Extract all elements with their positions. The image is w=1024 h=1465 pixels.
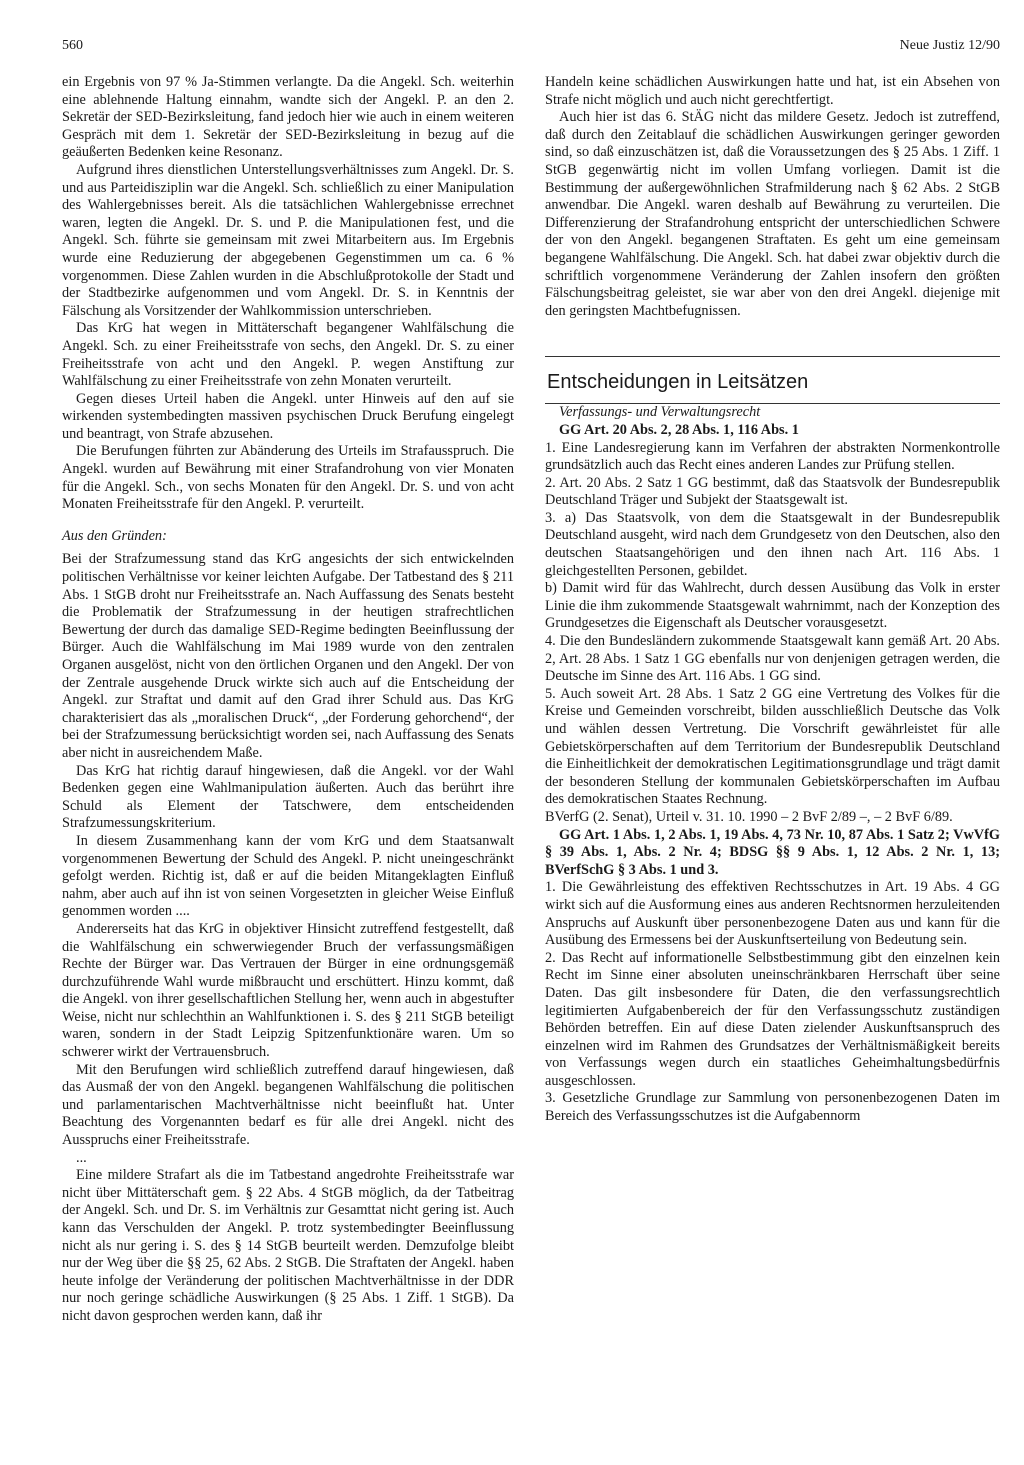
ellipsis: ...	[76, 1149, 87, 1166]
headnote: 1. Eine Landesregierung kann im Verfahren der abstrakten Normenkontrolle grundsätzlich auch das Recht eines anderen Landes zur Prüfung stellen.	[545, 439, 1000, 474]
law-reference: GG Art. 1 Abs. 1, 2 Abs. 1, 19 Abs. 4, 73 Nr. 10, 87 Abs. 1 Satz 2; VwVfG § 39 Abs. 1, Abs. 2 Nr. 4; BDSG §§ 9 Abs. 1, 12 Abs. 2 Nr. 1, 13; BVerfSchG § 3 Abs. 1 und 3.	[545, 826, 1000, 878]
paragraph: In diesem Zusammenhang kann der vom KrG und dem Staatsanwalt vorgenommenen Bewertung der Schuld des Angekl. P. nicht uneingeschränkt gefolgt werden. Richtig ist, daß er auf die beiden Mitangeklagten Einfluß nahm, aber auch auf ihn ist von seinen Vorgesetzten in gleicher Weise Einfluß genommen worden ....	[62, 832, 514, 920]
paragraph: Handeln keine schädlichen Auswirkungen hatte und hat, ist ein Absehen von Strafe nicht möglich und auch nicht gerechtfertigt.	[545, 74, 1000, 108]
paragraph: Die Berufungen führten zur Abänderung des Urteils im Strafausspruch. Die Angekl. wurden auf Bewährung mit einer Strafandrohung von vier Monaten für die Angekl. Sch., von sechs Monaten für den Angekl. Dr. S. und von acht Monaten Freiheitsstrafe für den Angekl. P. verurteilt.	[62, 443, 514, 513]
journal-issue: Neue Justiz 12/90	[899, 38, 1000, 53]
headnote: 2. Art. 20 Abs. 2 Satz 1 GG bestimmt, daß das Staatsvolk der Bundesrepublik Deutschland Träger und Subjekt der Staatsgewalt ist.	[545, 474, 1000, 509]
headnote: 5. Auch soweit Art. 28 Abs. 1 Satz 2 GG eine Vertretung des Volkes für die Kreise und Gemeinden vorschreibt, bilden ausschließlich Deutsche das Volk und wählen dessen Vertretung. Die Vorschrift gewährleistet für alle Gebietskörperschaften auf dem Territorium der Bundesrepublik Deutschland die Einheitlichkeit der demokratischen Legitimationsgrundlage und trägt damit der besonderen Stellung der kommunalen Gebietskörperschaften im Aufbau des demokratischen Staates Rechnung.	[545, 685, 1000, 808]
paragraph: Auch hier ist das 6. StÄG nicht das mildere Gesetz. Jedoch ist zutreffend, daß durch den Zeitablauf die schädlichen Auswirkungen geringer geworden sind, so daß einzuschätzen ist, daß die Voraussetzungen des § 25 Abs. 1 Ziff. 1 StGB gegenwärtig nicht im vollen Umfang vorliegen. Damit ist die Bestimmung der außergewöhnlichen Strafmilderung nach § 62 Abs. 2 StGB anwendbar. Die Angekl. waren deshalb auf Bewährung zu verurteilen. Die Differenzierung der Strafandrohung entspricht der unterschiedlichen Schwere der von den Angekl. begangenen Straftaten. Es geht um eine gemeinsam begangene Wahlfälschung. Die Angekl. Sch. hat dabei zwar objektiv durch die schriftlich vorgenommene Veränderung der Zahlen insofern den größten Fälschungsbeitrag geleistet, sie war aber von den drei Angekl. diejenige mit den geringsten Machtbefugnissen.	[545, 109, 1000, 319]
section-title: Entscheidungen in Leitsätzen	[545, 356, 1000, 404]
citation: BVerfG (2. Senat), Urteil v. 31. 10. 1990 – 2 BvF 2/89 –, – 2 BvF 6/89.	[545, 808, 953, 825]
paragraph: Gegen dieses Urteil haben die Angekl. unter Hinweis auf den auf sie wirkenden systembedingten massiven psychischen Druck Berufung eingelegt und beantragt, von Strafe abzusehen.	[62, 390, 514, 442]
paragraph: Bei der Strafzumessung stand das KrG angesichts der sich entwickelnden politischen Verhältnisse vor keiner leichten Aufgabe. Der Tatbestand des § 211 Abs. 1 StGB droht nur Freiheitsstrafe an. Nach Auffassung des Senats besteht die Problematik der Strafzumessung in der heutigen strafrechtlichen Bewertung der durch das damalige SED-Regime bedingten Beeinflussung der Bürger. Auch die Wahlfälschung im Mai 1989 wurde von den zentralen Organen ausgelöst, nicht von den örtlichen Organen und den Angekl. Der von der Zentrale ausgehende Druck wirkte sich auch auf die Entscheidung der Angekl. zur Straftat und damit auf den Grad ihrer Schuld aus. Das KrG charakterisiert das als „moralischen Druck“, „der Forderung gehorchend“, der bei der Strafzumessung berücksichtigt worden sei, nach Auffassung des Senats aber nicht in ausreichendem Maße.	[62, 551, 514, 761]
paragraph: Das KrG hat richtig darauf hingewiesen, daß die Angekl. vor der Wahl Bedenken gegen eine Wahlmanipulation äußerten. Auch das berührt ihre Schuld als Element der Tatschwere, dem entscheidenden Strafzumessungskriterium.	[62, 762, 514, 832]
headnote: b) Damit wird für das Wahlrecht, durch dessen Ausübung das Volk in erster Linie die ihm zukommende Staatsgewalt wahrnimmt, nach der Konzeption des Grundgesetzes die Eigenschaft als Deutscher vorausgesetzt.	[545, 580, 1000, 632]
headnote: 3. Gesetzliche Grundlage zur Sammlung von personenbezogenen Daten im Bereich des Verfassungsschutzes ist die Aufgabennorm	[545, 1090, 1000, 1125]
paragraph: Andererseits hat das KrG in objektiver Hinsicht zutreffend festgestellt, daß die Wahlfälschung ein schwerwiegender Bruch der verfassungsmäßigen Rechte der Bürger war. Das Vertrauen der Bürger in eine ordnungsgemäß durchzuführende Wahl wurde mißbraucht und erschüttert. Hinzu kommt, daß die Angekl. von ihrer gesellschaftlichen Stellung her, wenn auch in abgestufter Weise, nicht nur schlechthin an Wahlfunktionen i. S. des § 211 StGB beteiligt waren, sondern in der Stadt Leipzig Spitzenfunktionäre waren. Um so schwerer wirkt der Vertrauensbruch.	[62, 920, 514, 1061]
paragraph: Eine mildere Strafart als die im Tatbestand angedrohte Freiheitsstrafe war nicht über Mittäterschaft gem. § 22 Abs. 4 StGB möglich, da der Tatbeitrag der Angekl. Sch. und Dr. S. im Verhältnis zur Gesamttat nicht gering ist. Auch kann das Verschulden der Angekl. P. trotz systembedingter Beeinflussung nicht als nur gering i. S. des § 14 StGB beurteilt werden. Demzufolge bleibt nur der Weg über die §§ 25, 62 Abs. 2 StGB. Die Straftaten der Angekl. haben heute infolge der Veränderung der politischen Machtverhältnisse in der DDR nur noch geringe schädliche Auswirkungen (§ 25 Abs. 1 Ziff. 1 StGB). Da nicht davon gesprochen werden kann, daß ihr	[62, 1167, 514, 1324]
paragraph: Das KrG hat wegen in Mittäterschaft begangener Wahlfälschung die Angekl. Sch. zu einer Freiheitsstrafe von sechs, den Angekl. Dr. S. zu einer Freiheitsstrafe von acht und den Angekl. P. wegen Anstiftung zur Wahlfälschung zu einer Freiheitsstrafe von zehn Monaten verurteilt.	[62, 320, 514, 390]
headnote: 3. a) Das Staatsvolk, von dem die Staatsgewalt in der Bundesrepublik Deutschland ausgeht, wird nach dem Grundgesetz von den Deutschen, also den deutschen Staatsangehörigen und den ihnen nach Art. 116 Abs. 1 gleichgestellten Personen, gebildet.	[545, 509, 1000, 579]
headnote: 4. Die den Bundesländern zukommende Staatsgewalt kann gemäß Art. 20 Abs. 2, Art. 28 Abs. 1 Satz 1 GG ebenfalls nur von denjenigen getragen werden, die Deutsche im Sinne des Art. 116 Abs. 1 GG sind.	[545, 633, 1000, 685]
right-column	[545, 74, 1000, 1126]
paragraph: ein Ergebnis von 97 % Ja-Stimmen verlangte. Da die Angekl. Sch. weiterhin eine ablehnende Haltung einnahm, wandte sich der Angekl. P. an den 2. Sekretär der SED-Bezirksleitung, fand jedoch hier wie auch in einem weiteren Gespräch mit dem 1. Sekretär der SED-Bezirksleitung in bezug auf die geäußerten Bedenken keine Resonanz.	[62, 74, 514, 161]
paragraph: Aufgrund ihres dienstlichen Unterstellungsverhältnisses zum Angekl. Dr. S. und aus Parteidisziplin war die Angekl. Sch. schließlich zu einer Manipulation des Wahlergebnisses bereit. Als die tatsächlichen Wahlergebnisse errechnet waren, legten die Angekl. Dr. S. und P. die Manipulationen fest, und die Angekl. Sch. führte sie gemeinsam mit zwei Mitarbeitern aus. Im Ergebnis wurde eine Reduzierung der abgegebenen Gegenstimmen um ca. 6 % vorgenommen. Diese Zahlen wurden in die Abschlußprotokolle der Stadt und der Stadtbezirke aufgenommen und vom Angekl. Dr. S. in Kenntnis der Fälschung als Vorsitzender der Wahlkommission unterschrieben.	[62, 161, 514, 319]
headnote: 2. Das Recht auf informationelle Selbstbestimmung gibt den einzelnen kein Recht im Sinne einer absoluten uneinschränkbaren Herrschaft über seine Daten. Das gilt insbesondere für Daten, die den verfassungsrechtlich legitimierten Aufgabenbereich der für den Verfassungsschutz zuständigen Behörden betreffen. Ein auf diese Daten zielender Auskunftsanspruch des einzelnen wird im Rahmen des Grundsatzes der Verhältnismäßigkeit bereits von Verfassungs wegen durch ein staatliches Geheimhaltungsbedürfnis ausgeschlossen.	[545, 949, 1000, 1089]
left-column	[62, 74, 514, 1326]
subheading-reasons: Aus den Gründen:	[62, 527, 167, 544]
paragraph: Mit den Berufungen wird schließlich zutreffend darauf hingewiesen, daß das Ausmaß der von den Angekl. begangenen Wahlfälschung die politischen und parlamentarischen Machtverhältnisse nicht beeinflußt hat. Unter Beachtung des Vorgenannten bedarf es für alle drei Angekl. nicht des Ausspruchs einer Freiheitsstrafe.	[62, 1061, 514, 1149]
page-number: 560	[62, 38, 83, 53]
subsection-title: Verfassungs- und Verwaltungsrecht	[559, 404, 761, 421]
headnote: 1. Die Gewährleistung des effektiven Rechtsschutzes in Art. 19 Abs. 4 GG wirkt sich auf die Ausformung eines aus anderen Rechtsnormen herzuleitenden Anspruchs auf Auskunft über personenbezogene Daten aus und kann für die Ausübung des Ermessens bei der Auskunftserteilung von Bedeutung sein.	[545, 879, 1000, 949]
law-reference: GG Art. 20 Abs. 2, 28 Abs. 1, 116 Abs. 1	[559, 421, 799, 438]
